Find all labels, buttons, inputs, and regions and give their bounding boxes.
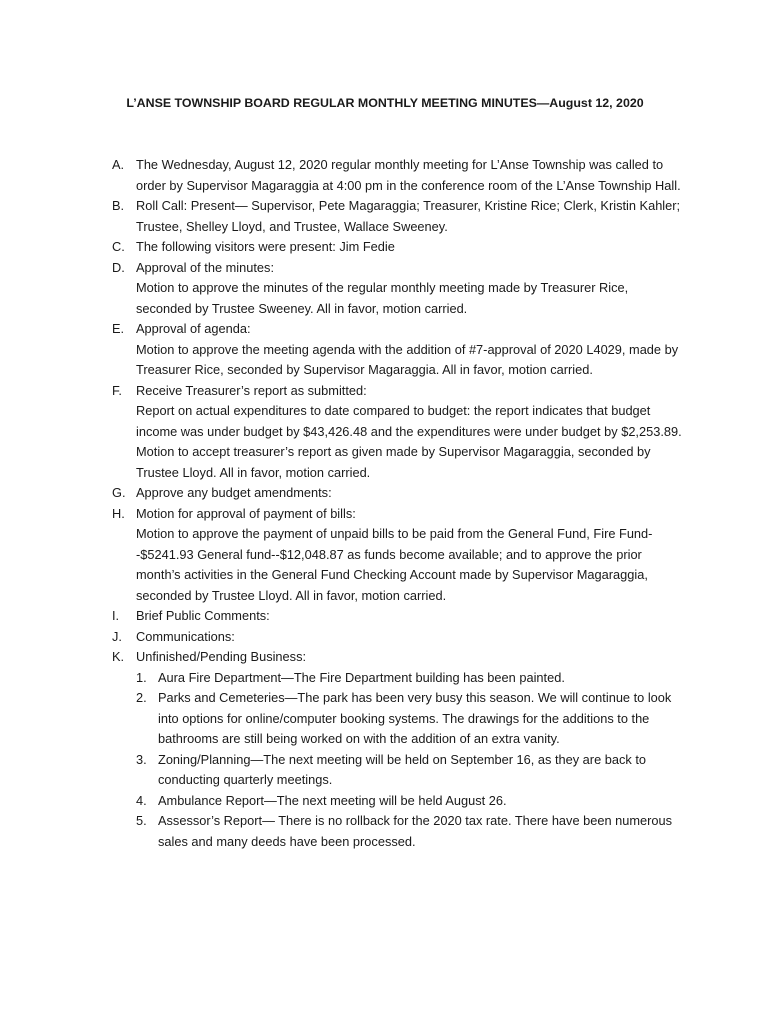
sub-item-marker: 4. [136, 792, 147, 808]
sub-list-item [136, 791, 684, 812]
sub-list-item [136, 811, 684, 852]
item-marker: J. [112, 628, 122, 644]
item-body: Motion to approve the minutes of the regular monthly meeting made by Treasurer Rice, seconded by Trustee Sweeney. All in favor, motion carried. [136, 280, 629, 316]
item-text: Roll Call: Present— Supervisor, Pete Magaraggia; Treasurer, Kristine Rice; Clerk, Kristin Kahler; Trustee, Shelley Lloyd, and Trustee, Wallace Sweeney. [136, 198, 681, 234]
item-body: Motion to approve the meeting agenda with the addition of #7-approval of 2020 L4029, made by Treasurer Rice, seconded by Supervisor Magaraggia. All in favor, motion carried. [136, 341, 679, 377]
item-marker: G. [112, 485, 126, 500]
item-heading: Motion for approval of payment of bills: [136, 505, 356, 521]
item-text: The Wednesday, August 12, 2020 regular monthly meeting for L’Anse Township was called to order by Supervisor Magaraggia at 4:00 pm in the conference room of the L’Anse Township Hall. [136, 157, 681, 193]
item-text: Communications: [136, 628, 235, 644]
item-heading: Approval of agenda: [136, 321, 251, 336]
list-item [112, 155, 684, 196]
item-marker: F. [112, 382, 122, 398]
list-item [112, 627, 684, 648]
sub-list-item [136, 688, 684, 750]
item-heading: Unfinished/Pending Business: [136, 649, 307, 664]
list-item [112, 647, 684, 852]
item-body: Report on actual expenditures to date compared to budget: the report indicates that budget income was under budget by $43,426.48 and the expenditures were under budget by $2,253.89. [136, 403, 682, 439]
item-heading: Receive Treasurer’s report as submitted: [136, 382, 367, 398]
page-title: L’ANSE TOWNSHIP BOARD REGULAR MONTHLY MEETING MINUTES—August 12, 2020 [126, 96, 644, 110]
item-body: Motion to approve the payment of unpaid bills to be paid from the General Fund, Fire Fund--$5241.93 General fund--$12,048.87 as funds become available; and to approve the prior month’s activities in the General Fund Checking Account made by Supervisor Magaraggia, seconded by Trustee Lloyd. All in favor, motion carried. [136, 526, 653, 603]
list-item [112, 381, 684, 484]
minutes-list [112, 155, 684, 852]
item-text: Approve any budget amendments: [136, 485, 332, 500]
list-item [112, 319, 684, 381]
list-item [112, 237, 684, 258]
sub-item-marker: 1. [136, 669, 147, 685]
item-text: The following visitors were present: Jim Fedie [136, 239, 395, 254]
sub-item-text: Aura Fire Department—The Fire Department building has been painted. [158, 669, 565, 685]
unfinished-business-list [136, 668, 684, 853]
item-marker: A. [112, 157, 125, 172]
sub-item-text: Ambulance Report—The next meeting will be held August 26. [158, 792, 507, 808]
sub-list-item [136, 750, 684, 791]
item-marker: B. [112, 198, 125, 213]
list-item [112, 504, 684, 607]
sub-item-marker: 2. [136, 690, 147, 705]
item-marker: K. [112, 649, 125, 664]
item-heading: Approval of the minutes: [136, 259, 274, 275]
list-item [112, 483, 684, 504]
sub-item-marker: 5. [136, 813, 147, 828]
list-item [112, 258, 684, 320]
item-body-motion: Motion to accept treasurer’s report as given made by Supervisor Magaraggia, seconded by Trustee Lloyd. All in favor, motion carried. [136, 444, 651, 480]
item-marker: H. [112, 505, 125, 521]
item-marker: D. [112, 259, 125, 275]
item-marker: I. [112, 608, 120, 623]
sub-item-text: Parks and Cemeteries—The park has been very busy this season. We will continue to look into options for online/computer booking systems. The drawings for the additions to the bathrooms are still being worked on with the addition of an extra vanity. [158, 690, 672, 746]
list-item [112, 196, 684, 237]
sub-item-marker: 3. [136, 751, 147, 767]
item-text: Brief Public Comments: [136, 608, 270, 623]
item-marker: C. [112, 239, 125, 254]
sub-list-item [136, 668, 684, 689]
sub-item-text: Assessor’s Report— There is no rollback for the 2020 tax rate. There have been numerous sales and many deeds have been processed. [158, 813, 673, 849]
sub-item-text: Zoning/Planning—The next meeting will be held on September 16, as they are back to conducting quarterly meetings. [158, 751, 646, 787]
item-marker: E. [112, 321, 125, 336]
list-item [112, 606, 684, 627]
